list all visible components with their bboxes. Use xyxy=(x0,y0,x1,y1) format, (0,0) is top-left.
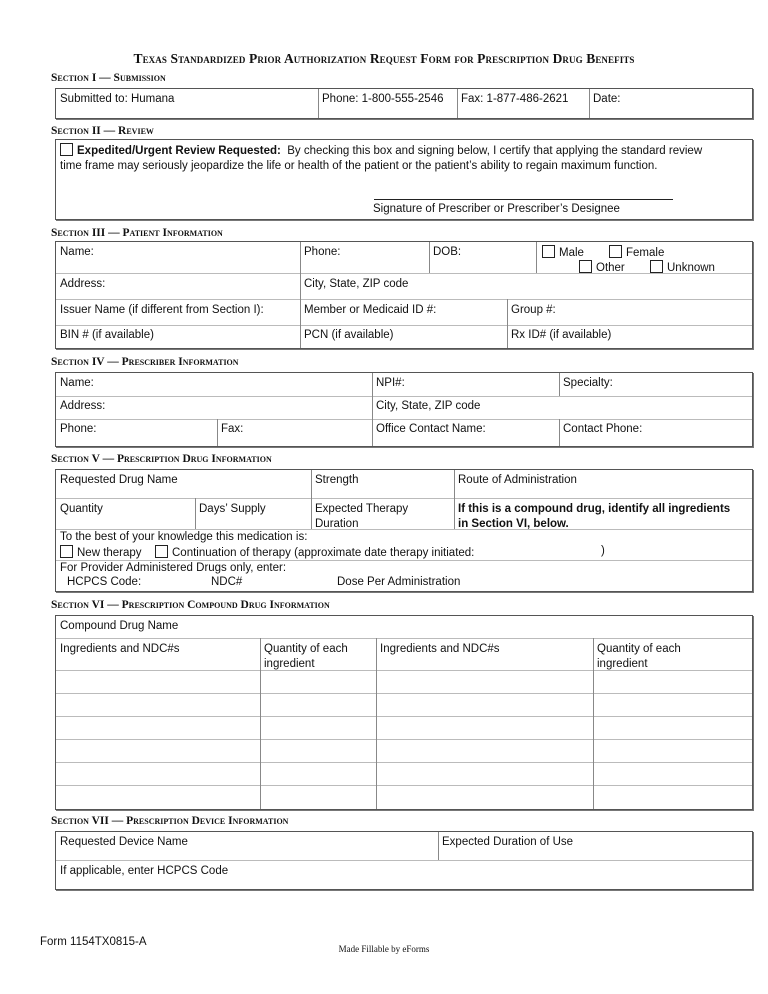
section-6-box xyxy=(55,615,753,810)
rx-id-field[interactable]: Rx ID# (if available) xyxy=(511,329,612,341)
ingredients-header-2: Ingredients and NDC#s xyxy=(380,643,500,655)
pcn-field[interactable]: PCN (if available) xyxy=(304,329,394,341)
ingredients-header-1: Ingredients and NDC#s xyxy=(60,643,180,655)
section-5-heading: Section V — Prescription Drug Information xyxy=(51,453,272,465)
new-therapy-checkbox[interactable] xyxy=(60,545,73,558)
device-duration-field[interactable]: Expected Duration of Use xyxy=(442,836,574,848)
signature-label: Signature of Prescriber or Prescriber’s Designee xyxy=(373,203,620,215)
hcpcs-field[interactable]: HCPCS Code: xyxy=(67,576,142,588)
section-4-box xyxy=(55,372,753,447)
section-3-heading: Section III — Patient Information xyxy=(51,227,223,239)
npi-field[interactable]: NPI#: xyxy=(376,377,405,389)
certify-text-1: By checking this box and signing below, I certify that applying the standard review xyxy=(287,145,703,157)
expedited-label: Expedited/Urgent Review Requested: xyxy=(77,145,281,157)
ndc-field[interactable]: NDC# xyxy=(211,576,243,588)
quantity-header-2: Quantity of each ingredient xyxy=(597,643,681,670)
contact-phone-field[interactable]: Contact Phone: xyxy=(563,423,643,435)
device-hcpcs-field[interactable]: If applicable, enter HCPCS Code xyxy=(60,865,229,877)
unknown-label: Unknown xyxy=(667,262,715,274)
prescriber-fax-field[interactable]: Fax: xyxy=(221,423,244,435)
fillable-note: Made Fillable by eForms xyxy=(338,944,430,954)
unknown-checkbox[interactable] xyxy=(650,260,663,273)
prescriber-address-field[interactable]: Address: xyxy=(60,400,106,412)
knowledge-label: To the best of your knowledge this medication is: xyxy=(60,531,308,543)
phone-field[interactable]: Phone: 1-800-555-2546 xyxy=(322,93,444,105)
compound-drug-name-field[interactable]: Compound Drug Name xyxy=(60,620,179,632)
female-label: Female xyxy=(626,247,665,259)
patient-name-field[interactable]: Name: xyxy=(60,246,94,258)
prescriber-phone-field[interactable]: Phone: xyxy=(60,423,97,435)
signature-line[interactable] xyxy=(374,199,673,200)
quantity-field[interactable]: Quantity xyxy=(60,503,103,515)
strength-field[interactable]: Strength xyxy=(315,474,359,486)
patient-address-field[interactable]: Address: xyxy=(60,278,106,290)
section-7-heading: Section VII — Prescription Device Information xyxy=(51,815,289,827)
quantity-header-1: Quantity of each ingredient xyxy=(264,643,348,670)
route-field[interactable]: Route of Administration xyxy=(458,474,577,486)
patient-city-field[interactable]: City, State, ZIP code xyxy=(304,278,409,290)
office-contact-field[interactable]: Office Contact Name: xyxy=(376,423,486,435)
new-therapy-label: New therapy xyxy=(77,547,142,559)
patient-phone-field[interactable]: Phone: xyxy=(304,246,341,258)
bin-field[interactable]: BIN # (if available) xyxy=(60,329,154,341)
patient-dob-field[interactable]: DOB: xyxy=(433,246,462,258)
duration-label-1: Expected Therapy xyxy=(315,503,409,515)
specialty-field[interactable]: Specialty: xyxy=(563,377,613,389)
expedited-checkbox[interactable] xyxy=(60,143,73,156)
submitted-to-field[interactable]: Submitted to: Humana xyxy=(60,93,175,105)
male-checkbox[interactable] xyxy=(542,245,555,258)
section-1-heading: Section I — Submission xyxy=(51,72,166,84)
duration-label-2: Duration xyxy=(315,518,359,530)
provider-label: For Provider Administered Drugs only, enter: xyxy=(60,562,287,574)
prescriber-city-field[interactable]: City, State, ZIP code xyxy=(376,400,481,412)
drug-name-field[interactable]: Requested Drug Name xyxy=(60,474,178,486)
close-paren: ) xyxy=(601,545,605,557)
continuation-checkbox[interactable] xyxy=(155,545,168,558)
issuer-name-field[interactable]: Issuer Name (if different from Section I): xyxy=(60,304,264,316)
fax-field[interactable]: Fax: 1-877-486-2621 xyxy=(461,93,569,105)
section-4-heading: Section IV — Prescriber Information xyxy=(51,356,239,368)
member-id-field[interactable]: Member or Medicaid ID #: xyxy=(304,304,437,316)
certify-text-2: time frame may seriously jeopardize the life or health of the patient or the patient’s ability to regain maximum function. xyxy=(60,160,658,172)
form-number: Form 1154TX0815-A xyxy=(40,936,147,948)
device-name-field[interactable]: Requested Device Name xyxy=(60,836,188,848)
section-2-box xyxy=(55,139,753,220)
form-title: Texas Standardized Prior Authorization Request Form for Prescription Drug Benefits xyxy=(133,51,635,66)
section-6-heading: Section VI — Prescription Compound Drug Information xyxy=(51,599,330,611)
prescriber-name-field[interactable]: Name: xyxy=(60,377,94,389)
date-field[interactable]: Date: xyxy=(593,93,621,105)
other-checkbox[interactable] xyxy=(579,260,592,273)
female-checkbox[interactable] xyxy=(609,245,622,258)
dose-field[interactable]: Dose Per Administration xyxy=(337,576,461,588)
section-3-box xyxy=(55,241,753,349)
male-label: Male xyxy=(559,247,584,259)
section-2-heading: Section II — Review xyxy=(51,125,154,137)
section-7-box xyxy=(55,831,753,890)
days-supply-field[interactable]: Days’ Supply xyxy=(199,503,266,515)
continuation-label: Continuation of therapy (approximate date therapy initiated: xyxy=(172,547,475,559)
group-field[interactable]: Group #: xyxy=(511,304,556,316)
therapy-duration-field[interactable] xyxy=(311,499,412,535)
other-label: Other xyxy=(596,262,625,274)
section-5-box xyxy=(55,469,753,592)
compound-note: If this is a compound drug, identify all ingredients in Section VI, below. xyxy=(458,503,731,530)
section-1-box xyxy=(55,88,753,119)
